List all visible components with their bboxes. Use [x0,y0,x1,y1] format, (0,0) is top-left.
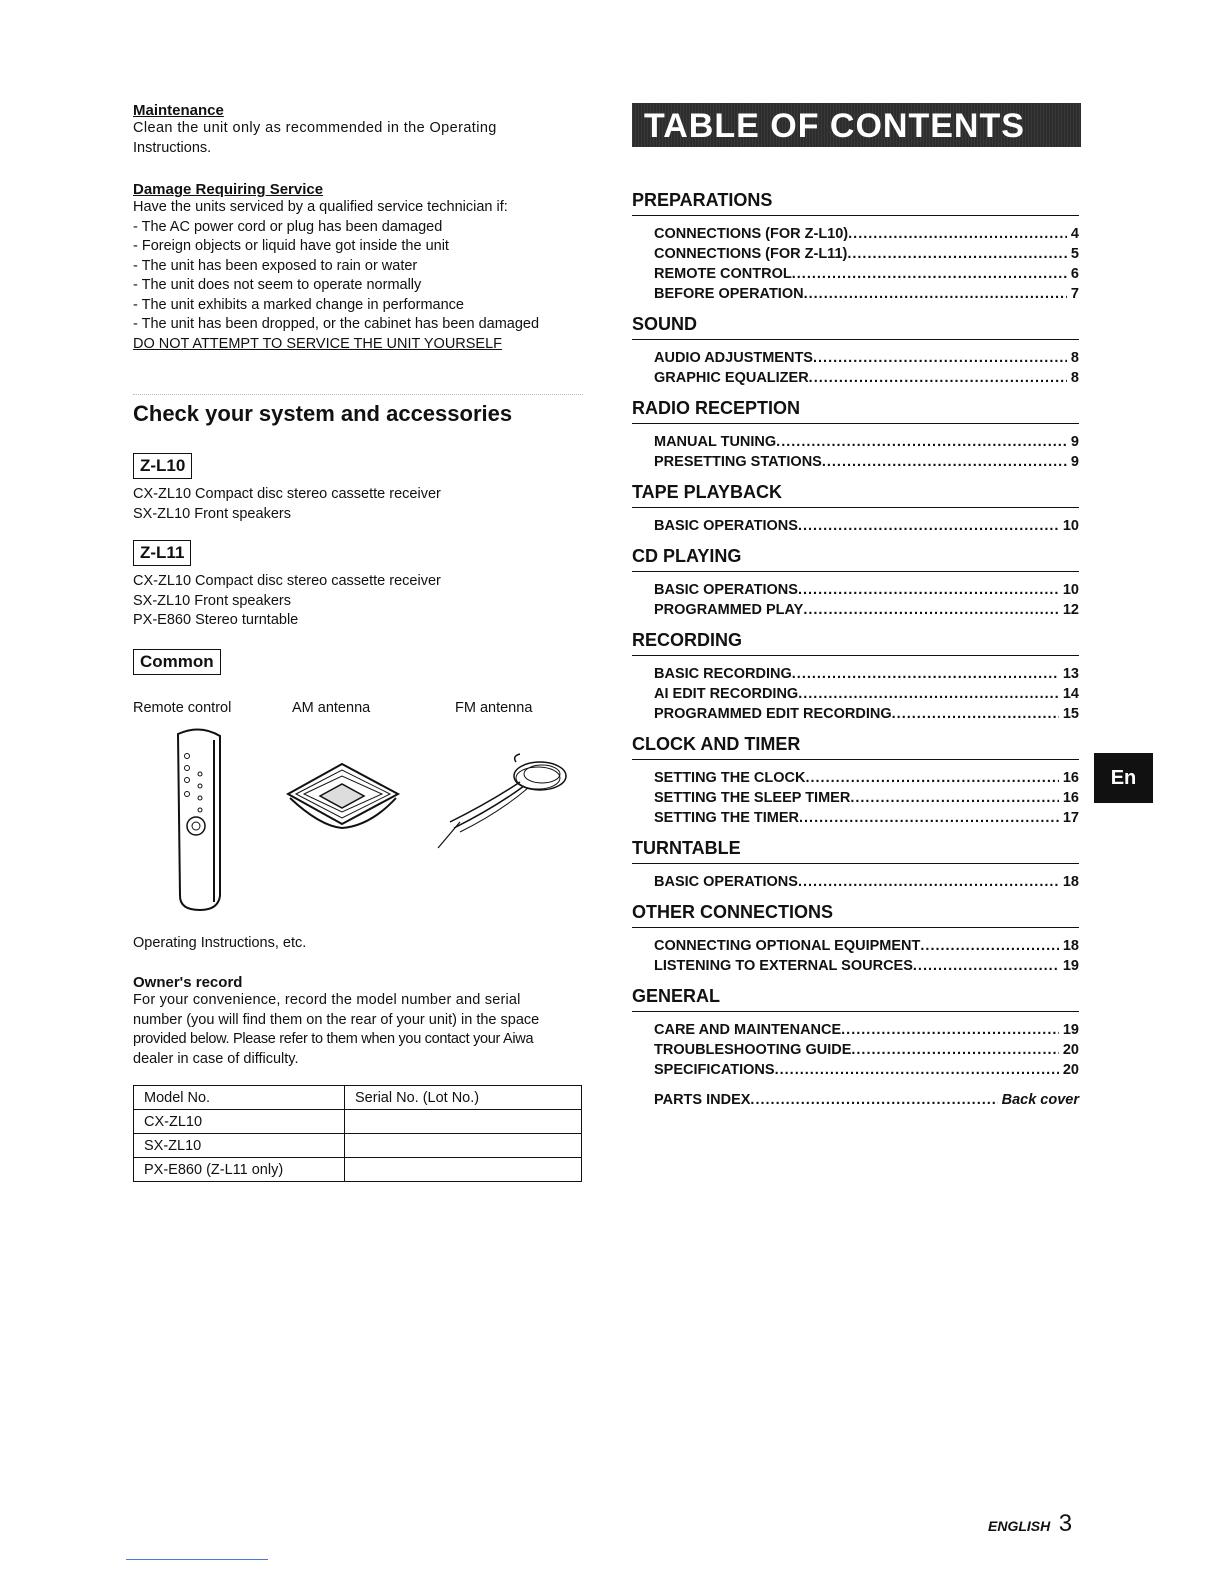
check-heading: Check your system and accessories [133,401,513,426]
toc-entry-title: BASIC OPERATIONS [654,518,798,534]
toc-section-title: RECORDING [632,630,1079,656]
toc-entry[interactable] [654,808,1079,828]
toc-title: TABLE OF CONTENTS [644,107,1025,145]
maintenance-line: Clean the unit only as recommended in the Operating [133,120,497,136]
toc-entry-page: 5 [1070,246,1079,262]
toc-entry-title: CONNECTIONS (FOR Z-L10) [654,226,849,242]
table-header-cell: Model No. [134,1086,345,1110]
zl10-item: SX-ZL10 Front speakers [133,505,291,522]
damage-line: Have the units serviced by a qualified service technician if: [133,199,508,215]
table-row [134,1158,582,1182]
damage-line: - Foreign objects or liquid have got inside the unit [133,238,449,254]
maintenance-heading: Maintenance [133,102,224,119]
toc-entry-title: AI EDIT RECORDING [654,686,799,702]
toc-entry-page: 20 [1062,1042,1079,1058]
damage-heading: Damage Requiring Service [133,181,324,198]
toc-entry-title: BASIC OPERATIONS [654,874,798,890]
damage-section [133,181,593,354]
table-cell: CX-ZL10 [134,1110,345,1134]
toc-entry-title: SETTING THE CLOCK [654,770,806,786]
toc-entry-page: 7 [1070,286,1079,302]
toc-entry-title: CARE AND MAINTENANCE [654,1022,842,1038]
toc-entry-page: Back cover [1001,1092,1079,1108]
toc-section [632,734,1079,828]
toc-section-title: CD PLAYING [632,546,1079,572]
toc-section [632,630,1079,724]
toc-section [632,546,1079,620]
toc-leader-dots [803,600,1059,620]
toc-section [632,398,1079,472]
toc-list [632,190,1079,1110]
toc-entry[interactable] [654,684,1079,704]
toc-leader-dots [892,704,1059,724]
page-number: 3 [1058,1510,1073,1537]
toc-leader-dots [792,264,1067,284]
remote-control-illustration [170,726,230,914]
toc-entry-title: TROUBLESHOOTING GUIDE [654,1042,852,1058]
toc-entry[interactable] [654,224,1079,244]
remote-control-caption: Remote control [133,700,232,716]
toc-leader-dots [799,808,1059,828]
zl11-item: CX-ZL10 Compact disc stereo cassette receiver [133,573,441,589]
toc-title-banner [632,103,1081,147]
toc-entry[interactable] [654,788,1079,808]
owners-line: dealer in case of difficulty. [133,1050,299,1067]
toc-entry[interactable] [654,348,1079,368]
toc-entry-title: CONNECTING OPTIONAL EQUIPMENT [654,938,921,954]
page-footer [988,1510,1072,1538]
language-side-tab [1094,753,1153,803]
zl11-label: Z-L11 [133,540,191,566]
fm-antenna-illustration [430,752,575,850]
zl11-group [133,540,441,631]
table-cell [345,1158,582,1182]
toc-entry[interactable] [654,580,1079,600]
language-tab-label: En [1110,767,1137,789]
table-cell: SX-ZL10 [134,1134,345,1158]
zl11-item: PX-E860 Stereo turntable [133,612,299,628]
damage-line: - The unit exhibits a marked change in performance [133,296,464,313]
toc-leader-dots [822,452,1067,472]
toc-entry[interactable] [654,936,1079,956]
toc-section-title: RADIO RECEPTION [632,398,1079,424]
fm-antenna-caption: FM antenna [455,700,533,716]
common-label: Common [133,649,221,675]
footer-language: ENGLISH [988,1518,1051,1534]
toc-entry-page: 9 [1070,454,1079,470]
table-row [134,1086,582,1110]
toc-entry-page: 17 [1062,810,1079,826]
toc-leader-dots [851,1040,1058,1060]
toc-entry-title: CONNECTIONS (FOR Z-L11) [654,246,848,262]
toc-section [632,838,1079,892]
toc-entry-page: 19 [1062,958,1079,974]
toc-entry-page: 19 [1062,1022,1079,1038]
toc-section-title: OTHER CONNECTIONS [632,902,1079,928]
toc-leader-dots [850,788,1059,808]
toc-section [632,902,1079,976]
toc-section [632,190,1079,304]
toc-entry[interactable] [654,368,1079,388]
toc-entry-title: SETTING THE SLEEP TIMER [654,790,851,806]
zl10-label: Z-L10 [133,453,192,479]
toc-leader-dots [798,872,1059,892]
toc-entry[interactable] [654,600,1079,620]
toc-entry-page: 16 [1062,790,1079,806]
maintenance-section [133,102,583,158]
toc-entry-title: GRAPHIC EQUALIZER [654,370,809,386]
toc-leader-dots [813,348,1067,368]
toc-entry[interactable] [654,284,1079,304]
damage-line: - The AC power cord or plug has been damaged [133,218,443,235]
zl10-item: CX-ZL10 Compact disc stereo cassette receiver [133,486,441,502]
toc-section [632,986,1079,1080]
toc-leader-dots [798,516,1059,536]
toc-entry-page: 15 [1062,706,1079,722]
toc-entry-title: BASIC OPERATIONS [654,582,798,598]
toc-entry-page: 8 [1070,370,1079,386]
am-antenna-illustration [280,758,410,830]
toc-leader-dots [776,432,1067,452]
toc-section-title: TURNTABLE [632,838,1079,864]
toc-entry[interactable] [654,452,1079,472]
toc-entry-page: 9 [1070,434,1079,450]
toc-entry[interactable] [654,1020,1079,1040]
table-cell [345,1134,582,1158]
owners-record-section [133,974,588,1069]
toc-entry-title: REMOTE CONTROL [654,266,792,282]
toc-entry[interactable] [654,516,1079,536]
toc-entry-title: PROGRAMMED PLAY [654,602,804,618]
toc-entry[interactable] [654,664,1079,684]
toc-entry-page: 14 [1062,686,1079,702]
toc-entry-page: 18 [1062,938,1079,954]
toc-entry-parts-index[interactable] [654,1090,1079,1110]
toc-entry-page: 4 [1070,226,1079,242]
table-cell [345,1110,582,1134]
toc-section [632,482,1079,536]
toc-entry[interactable] [654,768,1079,788]
toc-entry[interactable] [654,1060,1079,1080]
toc-entry[interactable] [654,1040,1079,1060]
maintenance-line: Instructions. [133,139,212,156]
common-group [133,649,221,675]
toc-entry[interactable] [654,432,1079,452]
toc-entry-page: 16 [1062,770,1079,786]
owners-heading: Owner's record [133,974,243,991]
toc-entry[interactable] [654,244,1079,264]
toc-leader-dots [750,1090,997,1110]
toc-entry-title: PARTS INDEX [654,1092,751,1108]
toc-entry-title: PRESETTING STATIONS [654,454,822,470]
toc-section-title: TAPE PLAYBACK [632,482,1079,508]
toc-section-title: PREPARATIONS [632,190,1079,216]
toc-entry-page: 8 [1070,350,1079,366]
toc-section-title: GENERAL [632,986,1079,1012]
toc-entry[interactable] [654,704,1079,724]
table-header-cell: Serial No. (Lot No.) [345,1086,582,1110]
toc-leader-dots [798,580,1059,600]
toc-section-title: CLOCK AND TIMER [632,734,1079,760]
operating-instructions: Operating Instructions, etc. [133,935,307,951]
toc-entry-page: 18 [1062,874,1079,890]
toc-entry-title: AUDIO ADJUSTMENTS [654,350,813,366]
toc-entry[interactable] [654,872,1079,892]
owners-record-table [133,1085,582,1182]
toc-entry-page: 10 [1062,518,1079,534]
toc-entry-page: 13 [1062,666,1079,682]
toc-entry-title: LISTENING TO EXTERNAL SOURCES [654,958,913,974]
toc-leader-dots [804,284,1067,304]
toc-entry-title: PROGRAMMED EDIT RECORDING [654,706,892,722]
damage-warning: DO NOT ATTEMPT TO SERVICE THE UNIT YOURSELF [133,335,503,352]
table-row [134,1110,582,1134]
am-antenna-caption: AM antenna [292,700,371,716]
toc-leader-dots [775,1060,1059,1080]
toc-entry[interactable] [654,264,1079,284]
toc-entry-title: SETTING THE TIMER [654,810,799,826]
toc-leader-dots [841,1020,1059,1040]
toc-entry-title: SPECIFICATIONS [654,1062,775,1078]
toc-entry-page: 20 [1062,1062,1079,1078]
toc-leader-dots [848,224,1067,244]
toc-leader-dots [913,956,1059,976]
owners-line: number (you will find them on the rear of your unit) in the space [133,1011,540,1028]
toc-leader-dots [847,244,1067,264]
toc-section-title: SOUND [632,314,1079,340]
damage-line: - The unit has been dropped, or the cabinet has been damaged [133,316,540,332]
zl11-item: SX-ZL10 Front speakers [133,592,291,609]
toc-leader-dots [798,684,1059,704]
table-cell: PX-E860 (Z-L11 only) [134,1158,345,1182]
owners-line: provided below. Please refer to them when you contact your Aiwa [133,1031,534,1047]
toc-leader-dots [920,936,1058,956]
zl10-group [133,453,441,524]
toc-entry-page: 10 [1062,582,1079,598]
toc-entry-title: MANUAL TUNING [654,434,777,450]
damage-line: - The unit has been exposed to rain or water [133,257,418,274]
toc-entry[interactable] [654,956,1079,976]
toc-entry-title: BASIC RECORDING [654,666,792,682]
toc-leader-dots [809,368,1067,388]
toc-leader-dots [792,664,1059,684]
damage-line: - The unit does not seem to operate normally [133,277,422,293]
footer-rule [126,1559,268,1560]
toc-section [632,314,1079,388]
table-row [134,1134,582,1158]
toc-entry-page: 6 [1070,266,1079,282]
toc-leader-dots [805,768,1058,788]
toc-entry-title: BEFORE OPERATION [654,286,804,302]
toc-entry-page: 12 [1062,602,1079,618]
owners-line: For your convenience, record the model number and serial [133,992,521,1008]
section-divider [133,394,583,395]
